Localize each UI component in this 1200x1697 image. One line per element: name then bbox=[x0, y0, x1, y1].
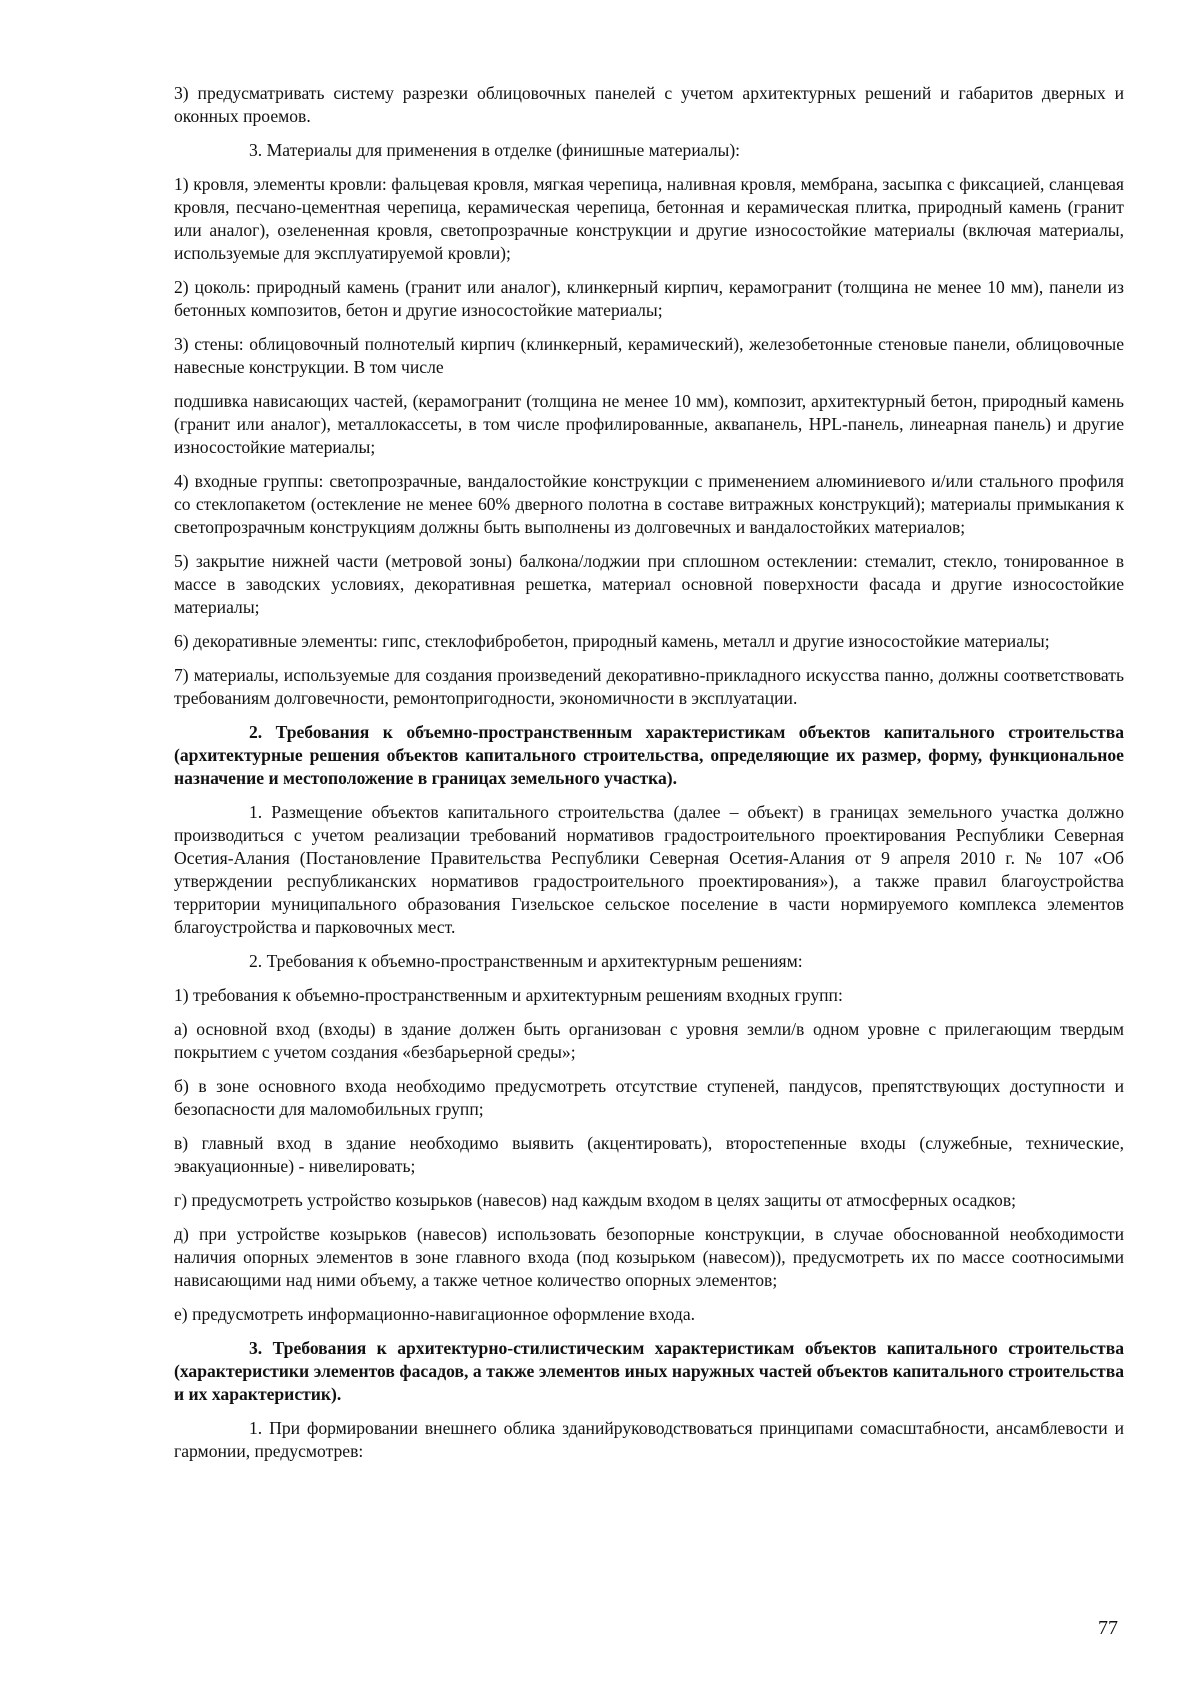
paragraph-finishing-materials-title: 3. Материалы для применения в отделке (финишные материалы): bbox=[249, 140, 741, 160]
paragraph-entrance-groups: 4) входные группы: светопрозрачные, вандалостойкие конструкции с применением алюминиевого и/или стального профиля со стеклопакетом (остекление не менее 60% дверного полотна в составе витражных конструкций); материалы примыкания к светопрозрачным конструкциям должны быть выполнены из долговечных и вандалостойких материалов; bbox=[174, 471, 1124, 537]
paragraph-object-placement: 1. Размещение объектов капитального строительства (далее – объект) в границах земельного участка должно производиться с учетом реализации требований нормативов градостроительного проектирования Республики Северная Осетия-Алания (Постановление Правительства Республики Северная Осетия-Алания от 9 апреля 2010 г. № 107 «Об утверждении республиканских нормативов градостроительного проектирования»), а также правил благоустройства территории муниципального образования Гизельское сельское поселение в части нормируемого комплекса элементов благоустройства и парковочных мест. bbox=[174, 802, 1124, 937]
section-heading-architectural-style: 3. Требования к архитектурно-стилистическим характеристикам объектов капитального строительства (характеристики элементов фасадов, а также элементов иных наружных частей объектов капитального строительства и их характеристик). bbox=[174, 1338, 1124, 1404]
paragraph-facade-panels: 3) предусматривать систему разрезки облицовочных панелей с учетом архитектурных решений и габаритов дверных и оконных проемов. bbox=[174, 83, 1124, 126]
paragraph-balcony-lower-part: 5) закрытие нижней части (метровой зоны) балкона/лоджии при сплошном остеклении: стемалит, стекло, тонированное в массе в заводских условиях, декоративная решетка, материал основной поверхности фасада и другие износостойкие материалы; bbox=[174, 551, 1124, 617]
list-item-navigation-design: е) предусмотреть информационно-навигационное оформление входа. bbox=[174, 1304, 696, 1324]
list-item-no-steps: б) в зоне основного входа необходимо предусмотреть отсутствие ступеней, пандусов, препятствующих доступности и безопасности для маломобильных групп; bbox=[174, 1076, 1124, 1119]
paragraph-decorative-art-materials: 7) материалы, используемые для создания произведений декоративно-прикладного искусства панно, должны соответствовать требованиям долговечности, ремонтопригодности, экономичности в эксплуатации. bbox=[174, 665, 1124, 708]
paragraph-plinth-materials: 2) цоколь: природный камень (гранит или аналог), клинкерный кирпич, керамогранит (толщина не менее 10 мм), панели из бетонных композитов, бетон и другие износостойкие материалы; bbox=[174, 277, 1124, 320]
list-item-canopy-supports: д) при устройстве козырьков (навесов) использовать безопорные конструкции, в случае обоснованной необходимости наличия опорных элементов в зоне главного входа (под козырьком (навесом)), предусмотреть их по массе соотносимыми нависающими над ними объему, а также четное количество опорных элементов; bbox=[174, 1224, 1124, 1290]
page-number: 77 bbox=[1098, 1617, 1118, 1639]
paragraph-roof-materials: 1) кровля, элементы кровли: фальцевая кровля, мягкая черепица, наливная кровля, мембрана, засыпка с фиксацией, сланцевая кровля, песчано-цементная черепица, керамическая черепица, бетонная и керамическая плитка, природный камень (гранит или аналог), озелененная кровля, светопрозрачные конструкции и другие износостойкие материалы (включая материалы, используемые для эксплуатируемой кровли); bbox=[174, 174, 1124, 263]
list-item-accent-entrance: в) главный вход в здание необходимо выявить (акцентировать), второстепенные входы (служебные, технические, эвакуационные) - нивелировать; bbox=[174, 1133, 1124, 1176]
paragraph-wall-materials: 3) стены: облицовочный полнотелый кирпич (клинкерный, керамический), железобетонные стеновые панели, облицовочные навесные конструкции. В том числе bbox=[174, 334, 1124, 377]
list-item-main-entrance: а) основной вход (входы) в здание должен быть организован с уровня земли/в одном уровне с прилегающим твердым покрытием с учетом создания «безбарьерной среды»; bbox=[174, 1019, 1124, 1062]
paragraph-soffit-materials: подшивка нависающих частей, (керамогранит (толщина не менее 10 мм), композит, архитектурный бетон, природный камень (гранит или аналог), металлокассеты, в том числе профилированные, аквапанель, HPL-панель, линеарная панель) и другие износостойкие материалы; bbox=[174, 391, 1124, 457]
paragraph-decorative-elements: 6) декоративные элементы: гипс, стеклофибробетон, природный камень, металл и другие износостойкие материалы; bbox=[174, 631, 1050, 651]
paragraph-exterior-principles: 1. При формировании внешнего облика зданийруководствоваться принципами сомасштабности, ансамблевости и гармонии, предусмотрев: bbox=[174, 1418, 1124, 1461]
list-item-canopies: г) предусмотреть устройство козырьков (навесов) над каждым входом в целях защиты от атмосферных осадков; bbox=[174, 1190, 1017, 1210]
paragraph-entrance-group-requirements: 1) требования к объемно-пространственным и архитектурным решениям входных групп: bbox=[174, 985, 843, 1005]
section-heading-volume-spatial: 2. Требования к объемно-пространственным характеристикам объектов капитального строительства (архитектурные решения объектов капитального строительства, определяющие их размер, форму, функциональное назначение и местоположение в границах земельного участка). bbox=[174, 722, 1124, 788]
paragraph-volume-architectural-requirements: 2. Требования к объемно-пространственным и архитектурным решениям: bbox=[249, 951, 803, 971]
document-page bbox=[174, 82, 1124, 1474]
